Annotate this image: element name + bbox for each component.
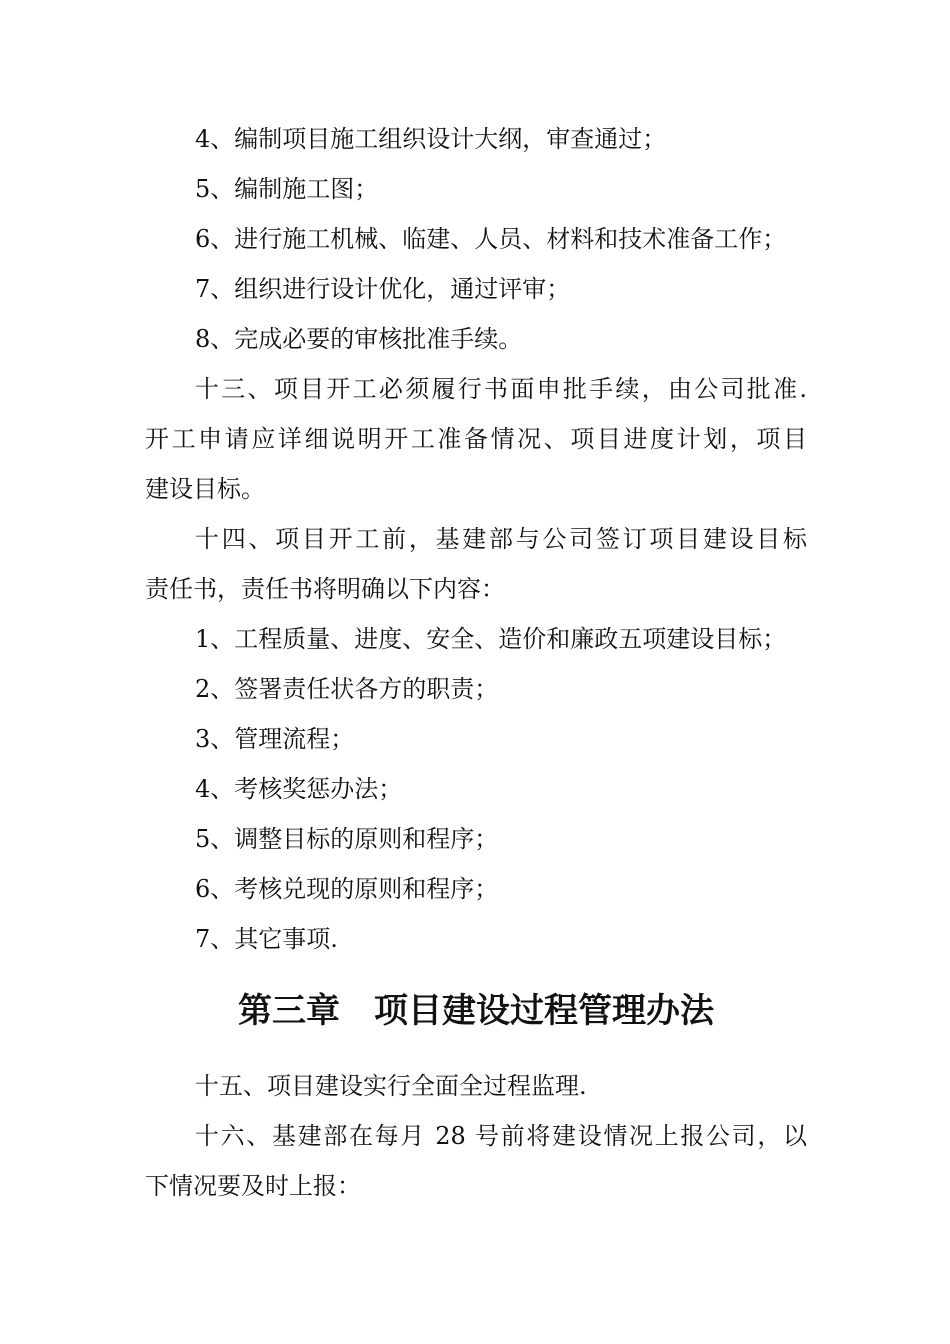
paragraph-line: 十四、项目开工前，基建部与公司签订项目建设目标: [195, 525, 807, 553]
list-item: 7、其它事项.: [195, 925, 338, 953]
paragraph-line: 十五、项目建设实行全面全过程监理.: [195, 1072, 587, 1100]
list-item: 4、编制项目施工组织设计大纲，审查通过；: [195, 125, 667, 153]
list-item: 5、调整目标的原则和程序；: [195, 825, 499, 853]
list-item: 1、工程质量、进度、安全、造价和廉政五项建设目标；: [195, 625, 787, 653]
list-item: 6、进行施工机械、临建、人员、材料和技术准备工作；: [195, 225, 787, 253]
paragraph-line: 十三、项目开工必须履行书面申批手续，由公司批准.: [195, 375, 807, 403]
paragraph-line: 责任书，责任书将明确以下内容：: [145, 575, 505, 603]
list-item: 4、考核奖惩办法；: [195, 775, 403, 803]
list-item: 7、组织进行设计优化，通过评审；: [195, 275, 571, 303]
chapter-heading: 第三章 项目建设过程管理办法: [238, 991, 714, 1031]
list-item: 6、考核兑现的原则和程序；: [195, 875, 499, 903]
list-item: 3、管理流程；: [195, 725, 355, 753]
list-item: 5、编制施工图；: [195, 175, 379, 203]
list-item: 8、完成必要的审核批准手续。: [195, 325, 523, 353]
list-item: 2、签署责任状各方的职责；: [195, 675, 499, 703]
paragraph-line: 建设目标。: [145, 475, 265, 503]
paragraph-line: 开工申请应详细说明开工准备情况、项目进度计划，项目: [145, 425, 807, 453]
paragraph-line: 十六、基建部在每月 28 号前将建设情况上报公司，以: [195, 1122, 807, 1150]
paragraph-line: 下情况要及时上报：: [145, 1172, 361, 1200]
